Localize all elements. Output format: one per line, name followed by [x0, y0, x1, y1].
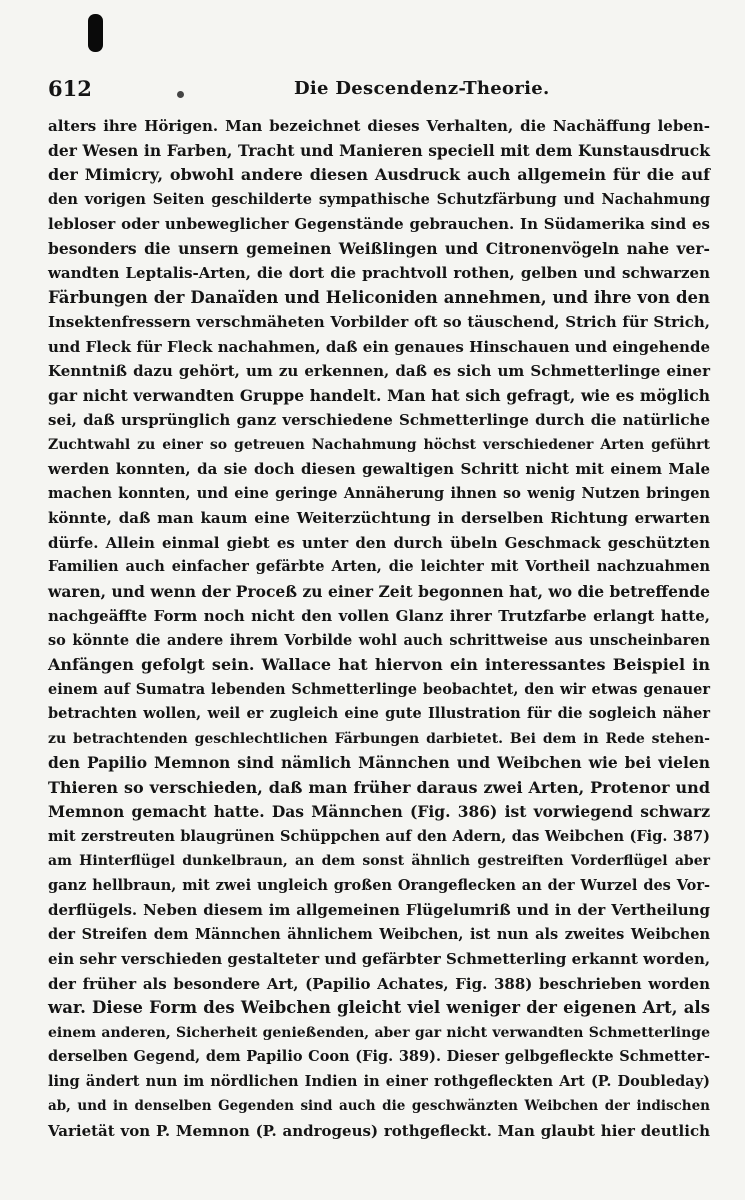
text-line: Thieren so verschieden, daß man früher daraus zwei Arten, Protenor und: [48, 777, 710, 797]
text-line: der Streifen dem Männchen ähnlichem Weibchen, ist nun als zweites Weibchen: [48, 925, 710, 943]
text-line: ein sehr verschieden gestalteter und gefärbter Schmetterling erkannt worden,: [48, 950, 711, 968]
text-line: dürfe. Allein einmal giebt es unter den durch übeln Geschmack geschützten: [48, 533, 710, 552]
text-line: sei, daß ursprünglich ganz verschiedene Schmetterlinge durch die natürliche: [48, 411, 710, 429]
text-line: nachgeäffte Form noch nicht den vollen Glanz ihrer Trutzfarbe erlangt hatte,: [48, 607, 710, 625]
text-line: zu betrachtenden geschlechtlichen Färbungen darbietet. Bei dem in Rede stehen-: [48, 730, 710, 747]
text-line: einem anderen, Sicherheit genießenden, aber gar nicht verwandten Schmetterlinge: [48, 1024, 710, 1041]
text-line: ganz hellbraun, mit zwei ungleich großen Orangeflecken an der Wurzel des Vor-: [48, 876, 710, 894]
text-line: derflügels. Neben diesem im allgemeinen Flügelumriß und in der Vertheilung: [48, 901, 710, 919]
text-line: ling ändert nun im nördlichen Indien in einer rothgefleckten Art (P. Doubleday): [48, 1072, 710, 1090]
text-line: gar nicht verwandten Gruppe handelt. Man hat sich gefragt, wie es möglich: [48, 385, 710, 405]
text-line: derselben Gegend, dem Papilio Coon (Fig. 389). Dieser gelbgefleckte Schmetter-: [48, 1048, 710, 1065]
text-line: der früher als besondere Art, (Papilio Achates, Fig. 388) beschrieben worden: [48, 974, 710, 993]
text-line: mit zerstreuten blaugrünen Schüppchen auf den Adern, das Weibchen (Fig. 387): [48, 827, 710, 845]
page-header: [48, 76, 708, 102]
text-line: lebloser oder unbeweglicher Gegenstände gebrauchen. In Südamerika sind es: [48, 215, 710, 233]
text-line: der Wesen in Farben, Tracht und Manieren speciell mit dem Kunstausdruck: [48, 140, 710, 160]
text-line: und Fleck für Fleck nachahmen, daß ein genaues Hinschauen und eingehende: [48, 337, 710, 356]
running-head: Die Descendenz-Theorie.: [294, 78, 550, 99]
text-line: war. Diese Form des Weibchen gleicht viel weniger der eigenen Art, als: [48, 998, 710, 1017]
text-line: Färbungen der Danaïden und Heliconiden annehmen, und ihre von den: [48, 287, 710, 307]
text-line: waren, und wenn der Proceß zu einer Zeit begonnen hat, wo die betreffende: [48, 581, 710, 601]
text-line: Zuchtwahl zu einer so getreuen Nachahmung höchst verschiedener Arten geführt: [48, 436, 710, 453]
text-line: besonders die unsern gemeinen Weißlingen und Citronenvögeln nahe ver-: [48, 238, 710, 258]
text-line: Familien auch einfacher gefärbte Arten, die leichter mit Vortheil nachzuahmen: [48, 558, 710, 575]
page-number: 612: [48, 76, 92, 101]
text-line: ab, und in denselben Gegenden sind auch die geschwänzten Weibchen der indischen: [48, 1098, 710, 1114]
text-line: werden konnten, da sie doch diesen gewaltigen Schritt nicht mit einem Male: [48, 460, 710, 478]
text-line: den Papilio Memnon sind nämlich Männchen und Weibchen wie bei vielen: [48, 753, 710, 772]
text-line: könnte, daß man kaum eine Weiterzüchtung in derselben Richtung erwarten: [48, 509, 710, 527]
body-text: [48, 114, 710, 1143]
text-line: einem auf Sumatra lebenden Schmetterlinge beobachtet, den wir etwas genauer: [48, 680, 710, 698]
text-line: Memnon gemacht hatte. Das Männchen (Fig. 386) ist vorwiegend schwarz: [48, 802, 710, 821]
text-line: betrachten wollen, weil er zugleich eine gute Illustration für die sogleich näher: [48, 705, 710, 722]
text-line: den vorigen Seiten geschilderte sympathische Schutzfärbung und Nachahmung: [48, 190, 710, 208]
text-line: so könnte die andere ihrem Vorbilde wohl auch schrittweise aus unscheinbaren: [48, 631, 710, 649]
ink-blot: [88, 14, 103, 52]
text-line: am Hinterflügel dunkelbraun, an dem sonst ähnlich gestreiften Vorderflügel aber: [48, 853, 710, 869]
text-line: Anfängen gefolgt sein. Wallace hat hiervon ein interessantes Beispiel in: [48, 655, 710, 674]
text-line: wandten Leptalis-Arten, die dort die prachtvoll rothen, gelben und schwarzen: [48, 264, 710, 282]
text-line: alters ihre Hörigen. Man bezeichnet dieses Verhalten, die Nachäffung leben-: [48, 117, 710, 135]
text-line: Insektenfressern verschmäheten Vorbilder oft so täuschend, Strich für Strich,: [48, 313, 710, 331]
text-line: Varietät von P. Memnon (P. androgeus) rothgefleckt. Man glaubt hier deutlich: [48, 1121, 710, 1140]
text-line: machen konnten, und eine geringe Annäherung ihnen so wenig Nutzen bringen: [48, 484, 710, 502]
text-line: Kenntniß dazu gehört, um zu erkennen, daß es sich um Schmetterlinge einer: [48, 362, 710, 380]
text-line: der Mimicry, obwohl andere diesen Ausdruck auch allgemein für die auf: [48, 165, 710, 184]
